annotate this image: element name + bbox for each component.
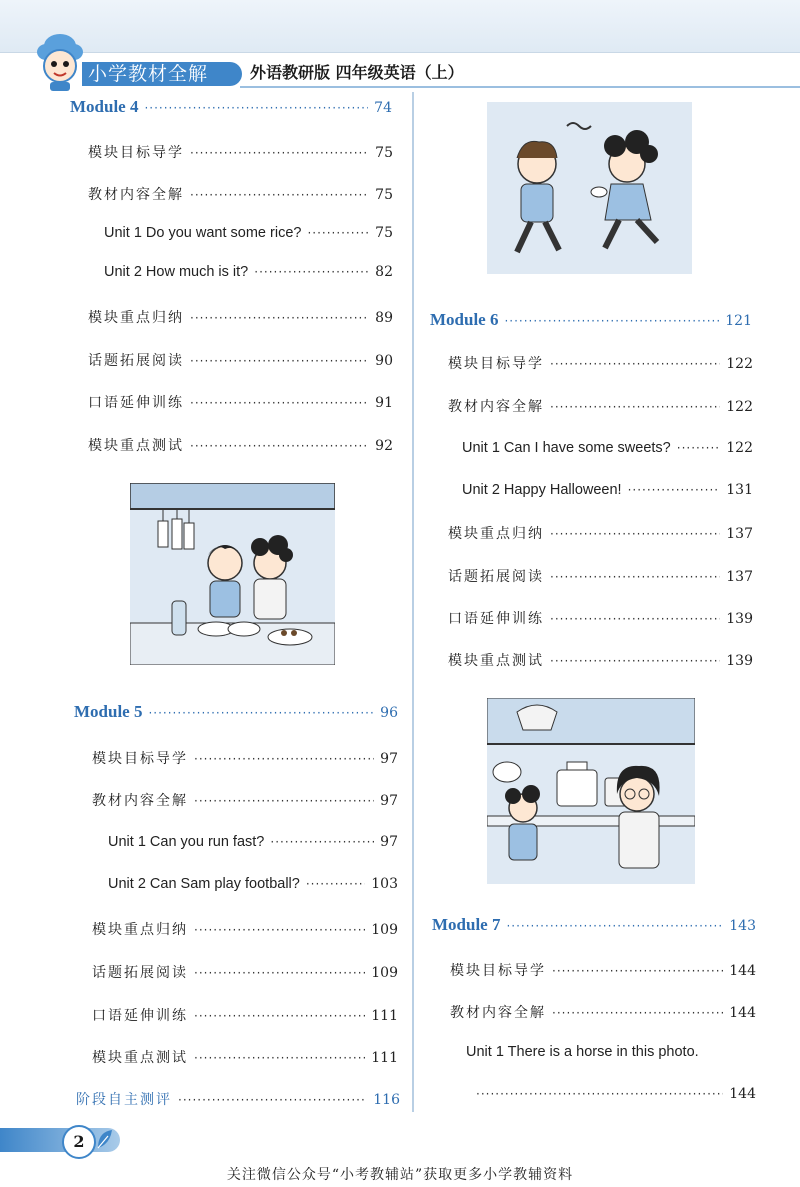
leader-dots (254, 265, 369, 279)
toc-entry[interactable] (448, 353, 753, 373)
leader-dots (506, 919, 723, 933)
page-number: 103 (371, 876, 398, 892)
entry-label: 口语延伸训练 (88, 395, 184, 411)
page-number: 137 (726, 569, 753, 585)
leader-dots (190, 311, 369, 325)
page-number: 131 (726, 482, 753, 498)
page-number: 97 (380, 793, 398, 809)
kitchen-illustration (487, 698, 695, 884)
page-number-badge: 2 (62, 1125, 96, 1159)
leader-dots (194, 1009, 365, 1023)
unit-label: Unit 1 Can I have some sweets? (462, 440, 671, 456)
toc-entry[interactable] (450, 1002, 756, 1022)
leader-dots (306, 877, 365, 891)
page-number: 137 (726, 526, 753, 542)
toc-entry[interactable] (448, 396, 753, 416)
page-number: 75 (375, 187, 393, 203)
leader-dots (552, 964, 723, 978)
book-title: 外语教研版 四年级英语（上） (250, 63, 464, 82)
leader-dots (178, 1093, 367, 1107)
toc-unit-entry-label[interactable]: Unit 1 There is a horse in this photo. (466, 1044, 699, 1060)
toc-entry[interactable] (88, 350, 393, 370)
footer-note: 关注微信公众号“小考教辅站”获取更多小学教辅资料 (226, 1167, 574, 1183)
toc-entry[interactable] (92, 962, 398, 982)
toc-unit-entry-continuation[interactable] (470, 1086, 756, 1102)
entry-label: 话题拓展阅读 (88, 353, 184, 369)
entry-label: 话题拓展阅读 (448, 569, 544, 585)
unit-label: Unit 2 Can Sam play football? (108, 876, 300, 892)
module-label: Module 7 (432, 915, 501, 934)
leader-dots (307, 226, 369, 240)
toc-entry[interactable] (448, 608, 753, 628)
page-number: 144 (729, 1005, 756, 1021)
unit-label: Unit 1 Do you want some rice? (104, 225, 302, 241)
leader-dots (190, 396, 369, 410)
entry-label: 模块重点归纳 (448, 526, 544, 542)
toc-entry[interactable] (448, 566, 753, 586)
toc-unit-entry[interactable] (462, 482, 753, 498)
page-number: 111 (371, 1008, 398, 1024)
top-strip (0, 0, 800, 53)
page-number: 122 (726, 440, 753, 456)
leader-dots (194, 794, 374, 808)
toc-module-4[interactable] (70, 97, 392, 117)
leader-dots (194, 923, 365, 937)
unit-label: Unit 2 Happy Halloween! (462, 482, 622, 498)
toc-entry[interactable] (92, 1005, 398, 1025)
entry-label: 话题拓展阅读 (92, 965, 188, 981)
toc-entry[interactable] (88, 142, 393, 162)
entry-label: 模块重点测试 (88, 438, 184, 454)
leader-dots (550, 612, 720, 626)
toc-module-6[interactable] (430, 310, 752, 330)
leader-dots (550, 400, 720, 414)
page-number: 121 (725, 313, 752, 329)
toc-module-5[interactable] (74, 702, 398, 722)
leader-dots (550, 570, 720, 584)
leader-dots (190, 188, 369, 202)
page-number: 143 (729, 918, 756, 934)
leader-dots (476, 1087, 723, 1101)
mascot-icon (30, 30, 90, 92)
page-number: 91 (375, 395, 393, 411)
entry-label: 模块目标导学 (450, 963, 546, 979)
toc-entry[interactable] (88, 184, 393, 204)
leader-dots (148, 706, 374, 720)
toc-unit-entry[interactable] (108, 834, 398, 850)
toc-module-7[interactable] (432, 915, 756, 935)
page-number: 75 (375, 145, 393, 161)
entry-label: 模块目标导学 (88, 145, 184, 161)
toc-entry[interactable] (92, 748, 398, 768)
column-divider (412, 92, 414, 1112)
page-number: 122 (726, 399, 753, 415)
module-label: Module 6 (430, 310, 499, 329)
toc-entry[interactable] (448, 650, 753, 670)
page-number: 82 (375, 264, 393, 280)
leader-dots (190, 354, 369, 368)
leader-dots (194, 966, 365, 980)
running-illustration (487, 102, 692, 274)
toc-entry[interactable] (448, 523, 753, 543)
leader-dots (550, 654, 720, 668)
page-number: 96 (380, 705, 398, 721)
toc-entry[interactable] (88, 435, 393, 455)
leader-dots (190, 146, 369, 160)
entry-label: 模块重点归纳 (92, 922, 188, 938)
entry-label: 教材内容全解 (92, 793, 188, 809)
leader-dots (628, 483, 721, 497)
entry-label: 模块重点归纳 (88, 310, 184, 326)
page-number: 109 (371, 922, 398, 938)
page-number: 97 (380, 834, 398, 850)
unit-label: Unit 1 Can you run fast? (108, 834, 265, 850)
page-number: 92 (375, 438, 393, 454)
page-number: 122 (726, 356, 753, 372)
toc-entry[interactable] (92, 1047, 398, 1067)
leader-dots (550, 357, 720, 371)
leader-dots (270, 835, 374, 849)
page-number: 144 (729, 963, 756, 979)
leader-dots (504, 314, 719, 328)
leaf-icon (96, 1128, 114, 1150)
entry-label: 模块重点测试 (92, 1050, 188, 1066)
toc-unit-entry[interactable] (104, 225, 393, 241)
market-illustration (130, 483, 335, 665)
page-number: 90 (375, 353, 393, 369)
toc-stage-test[interactable] (76, 1089, 400, 1109)
leader-dots (677, 441, 721, 455)
page-number: 144 (729, 1086, 756, 1102)
entry-label: 阶段自主测评 (76, 1092, 172, 1108)
entry-label: 教材内容全解 (448, 399, 544, 415)
page-number: 75 (375, 225, 393, 241)
page-number: 89 (375, 310, 393, 326)
toc-unit-entry[interactable] (462, 440, 753, 456)
entry-label: 教材内容全解 (450, 1005, 546, 1021)
entry-label: 模块重点测试 (448, 653, 544, 669)
toc-unit-entry[interactable] (108, 876, 398, 892)
leader-dots (552, 1006, 723, 1020)
entry-label: 教材内容全解 (88, 187, 184, 203)
leader-dots (550, 527, 720, 541)
page-number: 116 (373, 1092, 400, 1108)
entry-label: 口语延伸训练 (448, 611, 544, 627)
page-number: 97 (380, 751, 398, 767)
toc-unit-entry[interactable] (104, 264, 393, 280)
page-number: 109 (371, 965, 398, 981)
module-label: Module 4 (70, 97, 139, 116)
entry-label: 模块目标导学 (448, 356, 544, 372)
module-label: Module 5 (74, 702, 143, 721)
unit-label: Unit 2 How much is it? (104, 264, 249, 280)
toc-entry[interactable] (92, 790, 398, 810)
brand-title: 小学教材全解 (88, 63, 209, 85)
entry-label: 口语延伸训练 (92, 1008, 188, 1024)
leader-dots (194, 752, 374, 766)
leader-dots (144, 101, 368, 115)
page-number: 139 (726, 611, 753, 627)
page-number: 74 (374, 100, 392, 116)
toc-entry[interactable] (92, 919, 398, 939)
toc-entry[interactable] (88, 307, 393, 327)
toc-entry[interactable] (450, 960, 756, 980)
entry-label: 模块目标导学 (92, 751, 188, 767)
page-number: 139 (726, 653, 753, 669)
leader-dots (194, 1051, 365, 1065)
toc-entry[interactable] (88, 392, 393, 412)
header-rule (240, 86, 800, 88)
page-number: 111 (371, 1050, 398, 1066)
leader-dots (190, 439, 369, 453)
